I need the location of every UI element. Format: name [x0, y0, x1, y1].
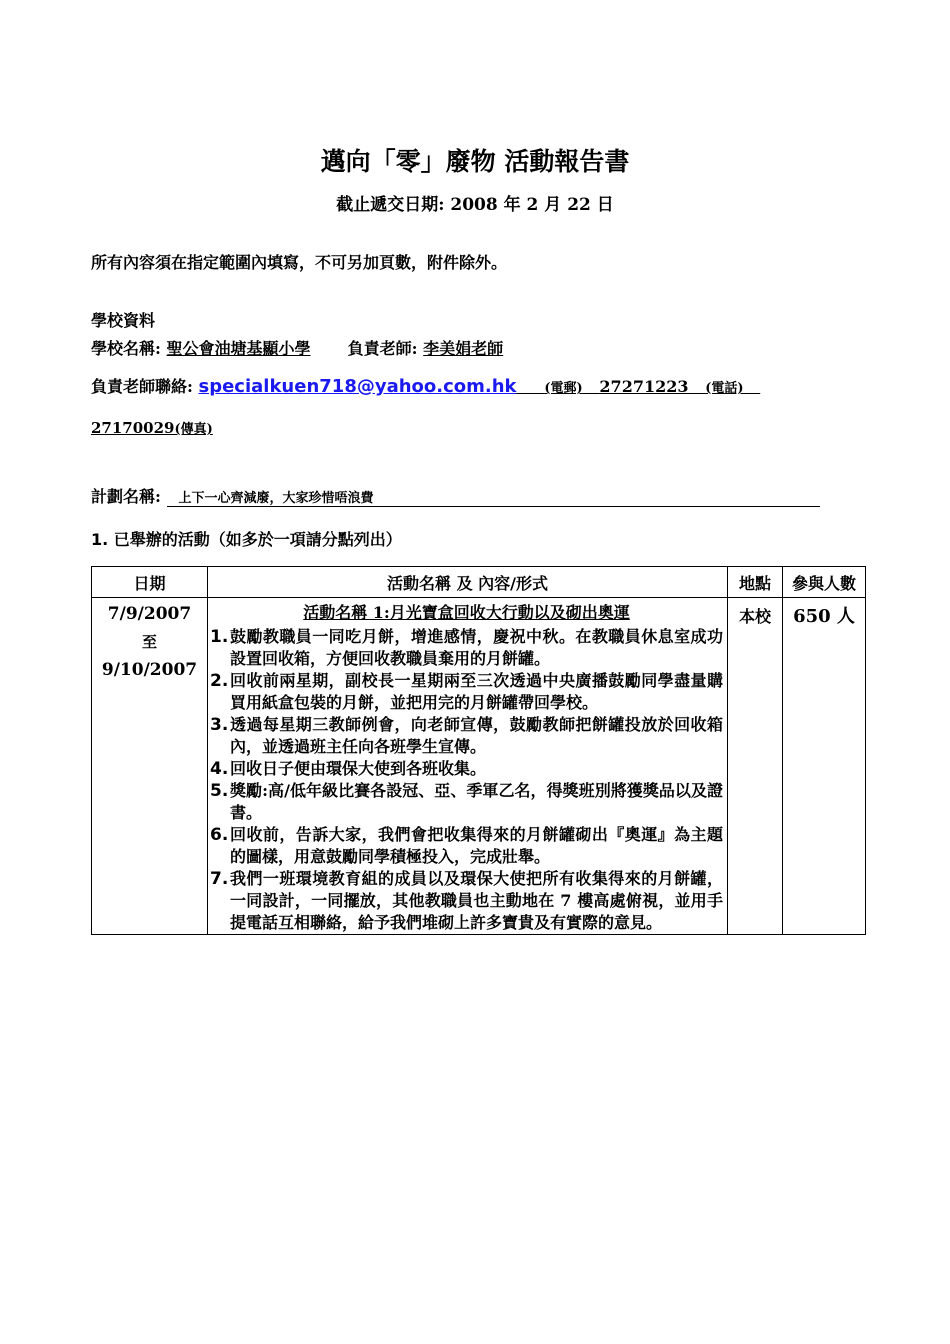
- school-name-label: 學校名稱:: [91, 339, 161, 358]
- list-item: [210, 868, 723, 934]
- column-header-place: 地點: [728, 567, 783, 598]
- school-name-value: 聖公會油塘基顯小學: [166, 339, 311, 358]
- activities-heading-text: 已舉辦的活動（如多於一項請分點列出）: [113, 530, 402, 549]
- list-item: [210, 626, 723, 670]
- school-name-row: [91, 336, 503, 359]
- plan-row: [91, 484, 820, 507]
- phone-number: 27271223: [599, 377, 689, 396]
- contact-row: [91, 374, 760, 397]
- item-number: 5.: [210, 781, 229, 801]
- item-number: 7.: [210, 869, 229, 889]
- item-text: 獎勵:高/低年級比賽各設冠、亞、季軍乙名，得獎班別將獲獎品以及證書。: [230, 781, 723, 822]
- date-to: 至: [141, 633, 157, 651]
- fax-row: [91, 418, 213, 437]
- fax-tag: (傳真): [174, 422, 213, 437]
- column-header-date: 日期: [92, 567, 208, 598]
- plan-name: 上下一心齊減廢，大家珍惜唔浪費: [167, 487, 820, 507]
- school-info-heading: 學校資料: [91, 311, 156, 330]
- participants-cell: 650 人: [783, 598, 866, 935]
- contact-label: 負責老師聯絡:: [91, 377, 193, 396]
- item-text: 鼓勵教職員一同吃月餅，增進感情，慶祝中秋。在教職員休息室成功設置回收箱，方便回收教職員棄用的月餅罐。: [230, 627, 723, 668]
- table-header-row: [92, 567, 866, 598]
- email-tag: (電郵): [544, 381, 583, 396]
- phone-tag: (電話): [705, 381, 744, 396]
- item-number: 1.: [210, 627, 229, 647]
- plan-label: 計劃名稱:: [91, 487, 161, 506]
- item-text: 回收前兩星期，副校長一星期兩至三次透過中央廣播鼓勵同學盡量購買用紙盒包裝的月餅，並把用完的月餅罐帶回學校。: [230, 671, 723, 712]
- item-number: 3.: [210, 715, 229, 735]
- date-start: 7/9/2007: [107, 604, 192, 624]
- place-cell: 本校: [728, 598, 783, 935]
- activity-cell: [208, 598, 728, 935]
- deadline: 截止遞交日期: 2008 年 2 月 22 日: [336, 195, 614, 215]
- item-number: 6.: [210, 825, 229, 845]
- item-text: 我們一班環境教育組的成員以及環保大使把所有收集得來的月餅罐，一同設計，一同擺放，其他教職員也主動地在 7 樓高處俯視，並用手提電話互相聯絡，給予我們堆砌上許多寶貴及有實際的意見。: [230, 869, 723, 932]
- activity-title: 活動名稱 1:月光寶盒回收大行動以及砌出奧運: [303, 603, 630, 622]
- list-item: [210, 758, 723, 780]
- activities-heading-number: 1.: [91, 530, 109, 549]
- teacher-label: 負責老師:: [347, 339, 418, 358]
- list-item: [210, 670, 723, 714]
- column-header-activity: 活動名稱 及 內容/形式: [208, 567, 728, 598]
- item-text: 回收前，告訴大家，我們會把收集得來的月餅罐砌出『奧運』為主題的圖樣，用意鼓勵同學積極投入，完成壯舉。: [230, 825, 723, 866]
- list-item: [210, 780, 723, 824]
- date-end: 9/10/2007: [101, 660, 198, 680]
- item-text: 透過每星期三教師例會，向老師宣傳，鼓勵教師把餅罐投放於回收箱內，並透過班主任向各班學生宣傳。: [230, 715, 723, 756]
- item-number: 4.: [210, 759, 229, 779]
- fax-number: 27170029: [91, 419, 175, 437]
- list-item: [210, 824, 723, 868]
- notice-text: 所有內容須在指定範圍內填寫，不可另加頁數，附件除外。: [91, 253, 508, 272]
- report-title: 邁向「零」廢物 活動報告書: [320, 147, 630, 176]
- activities-table: [91, 566, 866, 935]
- teacher-value: 李美娟老師: [423, 339, 504, 358]
- item-number: 2.: [210, 671, 229, 691]
- email-link[interactable]: specialkuen718@yahoo.com.hk: [198, 376, 517, 397]
- activities-heading: [91, 527, 402, 550]
- column-header-participants: 參與人數: [783, 567, 866, 598]
- table-row: [92, 598, 866, 935]
- item-text: 回收日子便由環保大使到各班收集。: [230, 759, 487, 778]
- date-cell: [92, 598, 208, 935]
- list-item: [210, 714, 723, 758]
